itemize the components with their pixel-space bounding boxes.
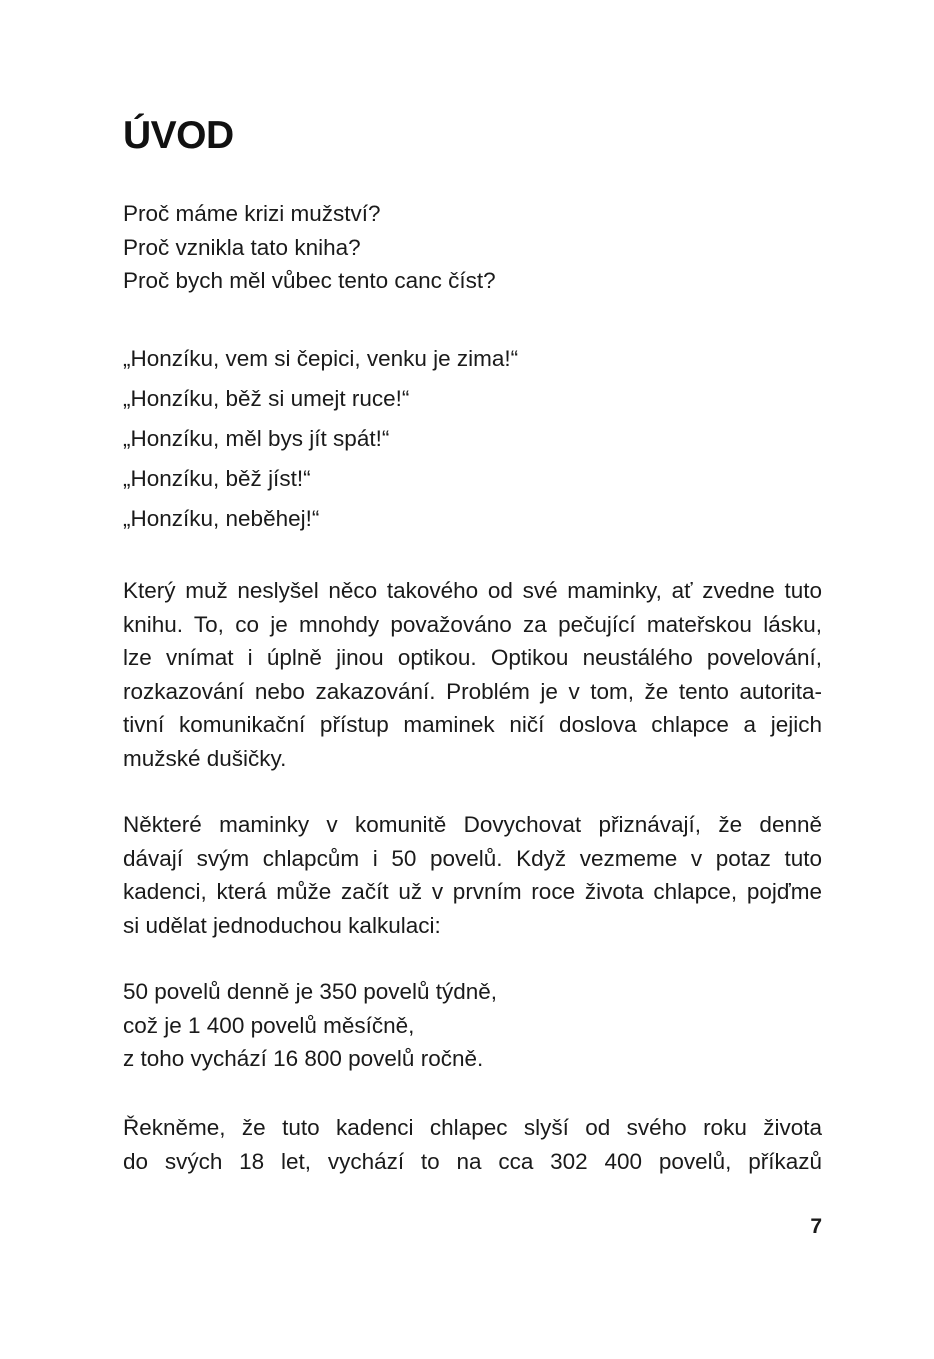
paragraph-line: Řekněme, že tuto kadenci chlapec slyší od svého roku života: [123, 1115, 822, 1140]
question-line: Proč vznikla tato kniha?: [123, 234, 361, 260]
paragraph-2: [123, 808, 822, 942]
calculation-line: z toho vychází 16 800 povelů ročně.: [123, 1046, 484, 1071]
quote-line: „Honzíku, neběhej!“: [123, 506, 320, 531]
book-page: [123, 0, 822, 1359]
mother-quotes: [123, 339, 822, 539]
paragraph-line: Některé maminky v komunitě Dovychovat přiznávají, že denně: [123, 812, 822, 837]
paragraph-line: kadenci, která může začít už v prvním roce života chlapce, pojďme: [123, 879, 822, 904]
paragraph-line: tivní komunikační přístup maminek ničí doslova chlapce a jejich: [123, 712, 822, 737]
paragraph-line: knihu. To, co je mnohdy považováno za pečující mateřskou lásku,: [123, 611, 822, 637]
chapter-title: ÚVOD: [123, 114, 234, 157]
paragraph-line: do svých 18 let, vychází to na cca 302 400 povelů, příkazů: [123, 1148, 822, 1174]
paragraph-line: mužské dušičky.: [123, 745, 287, 771]
paragraph-3: [123, 1111, 822, 1178]
quote-line: „Honzíku, běž jíst!“: [123, 466, 311, 491]
question-line: Proč bych měl vůbec tento canc číst?: [123, 268, 496, 293]
paragraph-line: si udělat jednoduchou kalkulaci:: [123, 912, 441, 938]
paragraph-line: Který muž neslyšel něco takového od své maminky, ať zvedne tuto: [123, 578, 822, 603]
calculation-line: což je 1 400 povelů měsíčně,: [123, 1012, 415, 1038]
paragraph-line: rozkazování nebo zakazování. Problém je v tom, že tento autorita-: [123, 678, 822, 704]
quote-line: „Honzíku, měl bys jít spát!“: [123, 426, 390, 451]
paragraph-line: lze vnímat i úplně jinou optikou. Optikou neustálého povelování,: [123, 645, 822, 670]
opening-questions: [123, 197, 822, 298]
question-line: Proč máme krizi mužství?: [123, 201, 381, 226]
page-number: 7: [810, 1215, 822, 1238]
paragraph-line: dávají svým chlapcům i 50 povelů. Když vezmeme v potaz tuto: [123, 845, 822, 871]
quote-line: „Honzíku, vem si čepici, venku je zima!“: [123, 346, 519, 371]
paragraph-1: [123, 574, 822, 775]
calculation: [123, 975, 822, 1076]
calculation-line: 50 povelů denně je 350 povelů týdně,: [123, 979, 498, 1004]
quote-line: „Honzíku, běž si umejt ruce!“: [123, 386, 410, 411]
